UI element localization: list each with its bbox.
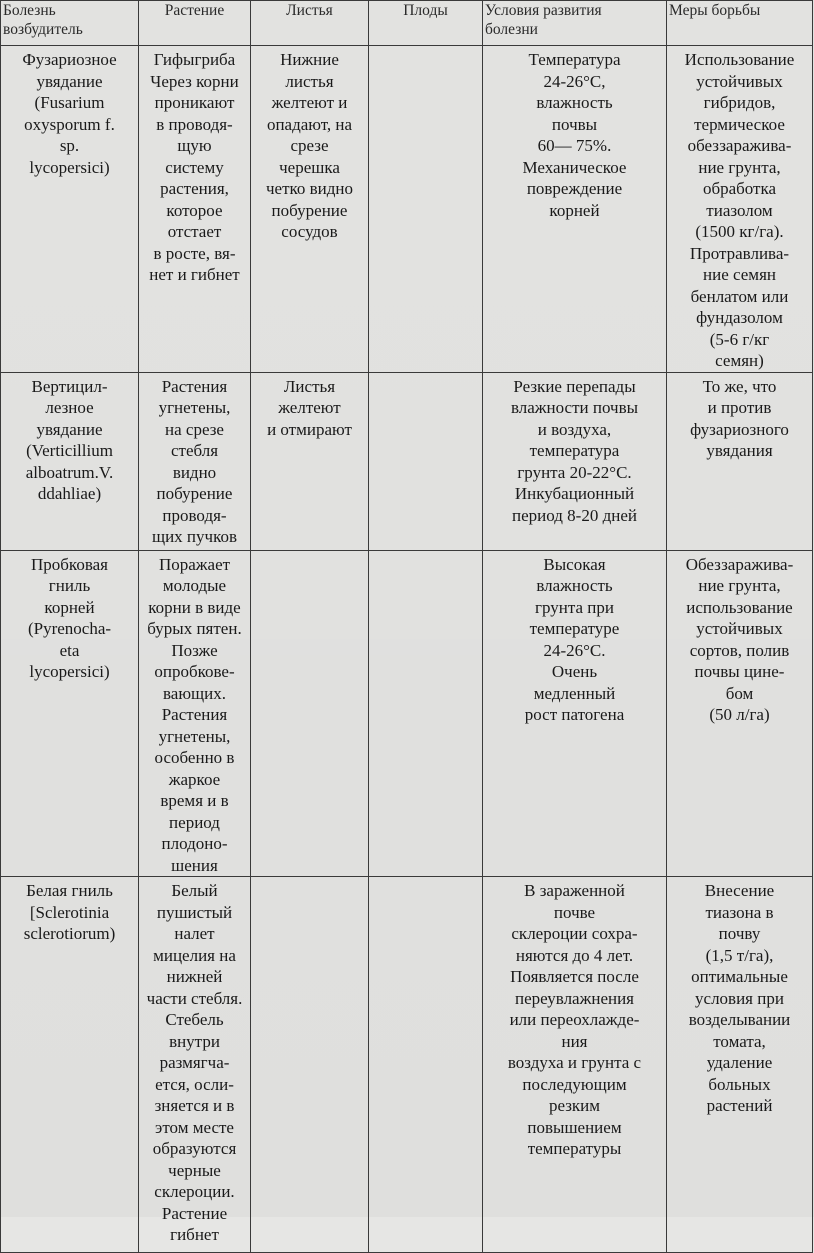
cell-pathogen	[1, 550, 139, 877]
header-plant-text: Растение	[164, 2, 225, 19]
header-control	[667, 1, 813, 46]
cell-control-text: То же, что и против фузариозного увядания	[690, 376, 789, 460]
cell-leaves	[251, 550, 369, 877]
cell-pathogen-text: Пробковая гниль корней (Pyrenocha- eta lycopersici)	[27, 554, 112, 681]
header-conditions-text: Условия развития болезни	[485, 2, 602, 38]
cell-pathogen	[1, 372, 139, 550]
cell-fruits	[369, 877, 483, 1253]
cell-plant-text: Гифыгриба Через корни проникают в проводя- щую систему растения, которое отстает в росте, вя- нет и гибнет	[149, 50, 240, 284]
header-leaves-text: Листья	[286, 2, 333, 19]
cell-control-text: Использование устойчивых гибридов, термическое обеззаражива- ние грунта, обработка тиазолом (1500 кг/га). Протравлива- ние семян бенлатом или фундазолом (5-6 г/кг семян)	[684, 50, 795, 370]
cell-leaves-text: Нижние листья желтеют и опадают, на срезе черешка четко видно побурение сосудов	[265, 50, 354, 241]
header-control-text: Меры борьбы	[669, 2, 761, 19]
cell-plant	[139, 877, 251, 1253]
cell-fruits	[369, 372, 483, 550]
cell-pathogen	[1, 877, 139, 1253]
cell-leaves-text: Листья желтеют и отмирают	[267, 376, 352, 439]
cell-pathogen-text: Фузариозное увядание (Fusarium oxysporum f. sp. lycopersici)	[22, 50, 117, 177]
header-plant	[139, 1, 251, 46]
table-row	[1, 550, 813, 877]
cell-pathogen-text: Вертицил- лезное увядание (Verticillium alboatrum.V. ddahliae)	[25, 376, 114, 503]
table-row	[1, 46, 813, 373]
table-row	[1, 877, 813, 1253]
cell-plant-text: Поражает молодые корни в виде бурых пятен. Позже опробкове- вающих. Растения угнетены, особенно в жаркое время и в период плодоно- шения	[147, 554, 242, 875]
cell-leaves	[251, 877, 369, 1253]
table-row	[1, 372, 813, 550]
table-header-row	[1, 1, 813, 46]
cell-control-text: Обеззаражива- ние грунта, использование устойчивых сортов, полив почвы цине- бом (50 л/га)	[685, 554, 794, 724]
header-pathogen-text: Болезнь возбудитель	[3, 2, 83, 38]
header-fruits-text: Плоды	[403, 2, 448, 19]
cell-plant	[139, 372, 251, 550]
cell-conditions	[483, 550, 667, 877]
header-fruits	[369, 1, 483, 46]
cell-conditions-text: Резкие перепады влажности почвы и воздуха, температура грунта 20-22°С. Инкубационный период 8-20 дней	[510, 376, 639, 525]
cell-conditions-text: Высокая влажность грунта при температуре 24-26°С. Очень медленный рост патогена	[524, 554, 625, 724]
cell-plant	[139, 46, 251, 373]
cell-control	[667, 877, 813, 1253]
cell-plant	[139, 550, 251, 877]
cell-control	[667, 550, 813, 877]
cell-conditions-text: Температура 24-26°С, влажность почвы 60— 75%. Механическое повреждение корней	[522, 50, 627, 220]
header-leaves	[251, 1, 369, 46]
cell-fruits	[369, 550, 483, 877]
cell-conditions	[483, 372, 667, 550]
cell-control	[667, 372, 813, 550]
cell-pathogen-text: Белая гниль [Sclerotinia sclerotiorum)	[23, 881, 116, 943]
cell-pathogen	[1, 46, 139, 373]
header-conditions	[483, 1, 667, 46]
cell-control-text: Внесение тиазона в почву (1,5 т/га), оптимальные условия при возделывании томата, удаление больных растений	[688, 881, 791, 1115]
cell-conditions	[483, 46, 667, 373]
cell-conditions-text: В зараженной почве склероции сохра- няются до 4 лет. Появляется после переувлажнения или переохлажде- ния воздуха и грунта с последующим резким повышением температуры	[507, 881, 642, 1158]
cell-plant-text: Растения угнетены, на срезе стебля видно побурение проводя- щих пучков	[151, 376, 237, 546]
header-pathogen	[1, 1, 139, 46]
cell-leaves	[251, 372, 369, 550]
cell-conditions	[483, 877, 667, 1253]
cell-fruits	[369, 46, 483, 373]
cell-leaves	[251, 46, 369, 373]
cell-control	[667, 46, 813, 373]
cell-plant-text: Белый пушистый налет мицелия на нижней части стебля. Стебель внутри размягча- ется, осли- зняется и в этом месте образуются черные склероции. Растение гибнет	[146, 881, 243, 1244]
